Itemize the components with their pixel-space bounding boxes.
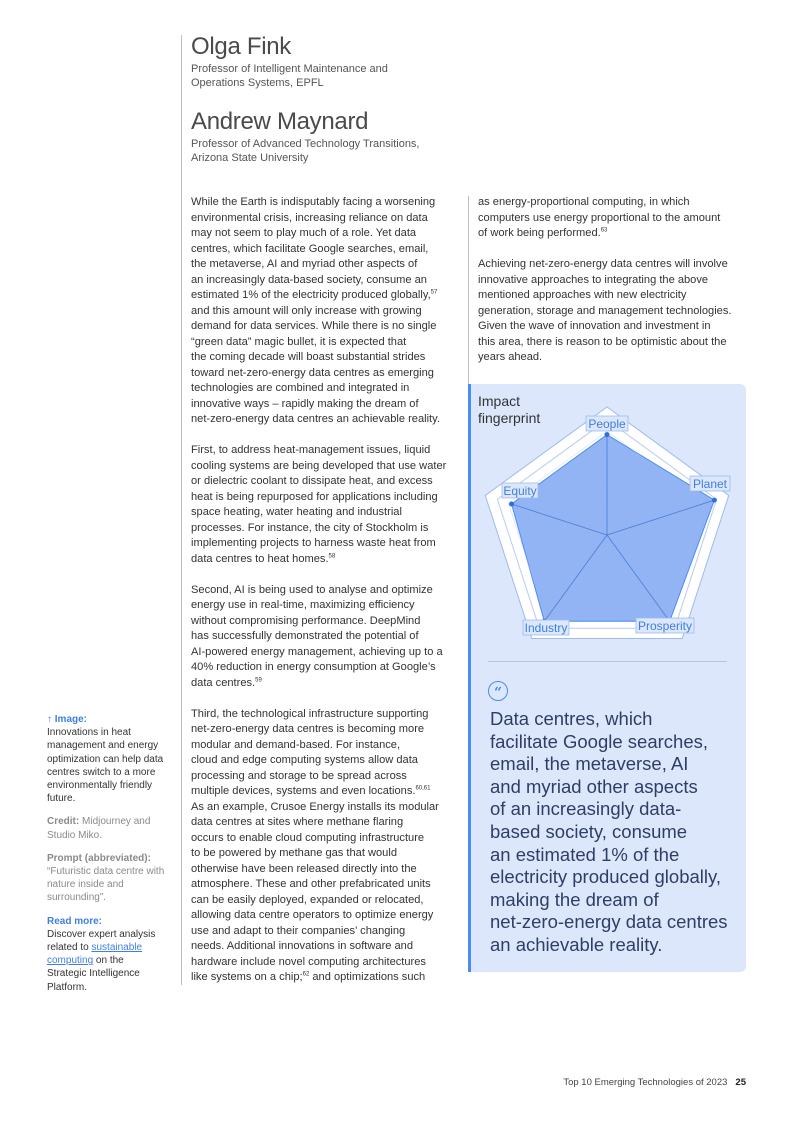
read-more: Read more: Discover expert analysis related to sustainable computing on the Strategic Intelligence Platform. xyxy=(47,915,156,993)
body-left-column xyxy=(191,195,466,1001)
impact-panel xyxy=(468,384,746,972)
radar-label-equity: Equity xyxy=(503,484,537,498)
author-role: Professor of Advanced Technology Transitions, Arizona State University xyxy=(191,138,420,164)
radar-label-planet: Planet xyxy=(692,477,728,491)
radar-label-people: People xyxy=(588,417,626,431)
author-name: Andrew Maynard xyxy=(191,108,369,135)
author-rule xyxy=(181,35,182,985)
radar-point-equity xyxy=(509,501,514,506)
column-rule xyxy=(468,196,469,386)
prompt: Prompt (abbreviated): “Futuristic data centre with nature inside and surrounding”. xyxy=(47,852,165,904)
image-label: ↑ Image: xyxy=(47,714,88,725)
sustainable-computing-link[interactable]: sustainable computing xyxy=(47,942,143,967)
radar-label-industry: Industry xyxy=(524,621,568,635)
radar-point-planet xyxy=(712,498,717,503)
radar-point-people xyxy=(605,432,610,437)
paragraph-1: While the Earth is indisputably facing a worsening environmental crisis, increasing reliance on data may not seem to play much of a role. Yet data centres, which facilitate Google searches, email, the metaverse, AI and myriad other aspects of an increasingly data-based society, consume an estimated 1% of the electricity produced globally,$^{57}$ and this amount will only increase with growing demand for data services. While there is no single “green data” magic bullet, it is expected that the coming decade will boast substantial strides toward net-zero-energy data centres as emerging technologies are combined and integrated in innovative ways – rapidly making the dream of net-zero-energy data centres an achievable reality. xyxy=(191,196,440,425)
author-1 xyxy=(191,34,388,90)
paragraph-3: Second, AI is being used to analyse and optimize energy use in real-time, maximizing efficiency without compromising performance. DeepMind has successfully demonstrated the potential of AI-powered energy management, achieving up to a 40% reduction in energy consumption at Google’s data centres.$^{59}$ xyxy=(191,583,443,689)
report-title: Top 10 Emerging Technologies of 2023 xyxy=(563,1077,728,1088)
panel-divider xyxy=(488,661,727,662)
body-right-column xyxy=(478,195,753,381)
paragraph-4: Third, the technological infrastructure supporting net-zero-energy data centres is becoming more modular and demand-based. For instance, cloud and edge computing systems allow data processing and storage to be spread across multiple devices, systems and even locations.$^{60,61}$ As an example, Crusoe Energy installs its modular data centres at sites where methane flaring occurs to enable cloud computing infrastructure to be powered by methane gas that would otherwise have been released directly into the atmosphere. These and other prefabricated units can be easily deployed, expanded or relocated, allowing data centre operators to optimize energy use and adapt to their companies’ changing needs. Additional innovations in software and hardware include novel computing architectures like systems on a chip;$^{62}$ and optimizations such xyxy=(191,707,439,983)
quote-icon: “ xyxy=(488,681,508,701)
impact-title: Impact fingerprint xyxy=(478,393,541,426)
impact-fingerprint-chart xyxy=(468,384,746,654)
author-2 xyxy=(191,109,420,165)
image-description: Innovations in heat management and energy optimization can help data centres switch to a more environmentally friendly future. xyxy=(47,727,164,805)
author-role: Professor of Intelligent Maintenance and Operations Systems, EPFL xyxy=(191,63,388,89)
image-caption xyxy=(47,713,165,805)
credit: Credit: Midjourney and Studio Miko. xyxy=(47,816,151,841)
radar-label-prosperity: Prosperity xyxy=(637,619,693,633)
page-number: 25 xyxy=(735,1077,746,1088)
author-name: Olga Fink xyxy=(191,33,292,60)
paragraph-2: First, to address heat-management issues, liquid cooling systems are being developed that use water or dielectric coolant to dissipate heat, and excess heat is being repurposed for applications including space heating, water heating and industrial processes. For instance, the city of Stockholm is implementing projects to harness waste heat from data centres to heat homes.$^{58}$ xyxy=(191,444,447,565)
paragraph-6: Achieving net-zero-energy data centres will involve innovative approaches to integrating the above mentioned approaches with new electricity generation, storage and management technologies. Given the wave of innovation and investment in this area, there is reason to be optimistic about the years ahead. xyxy=(478,258,732,363)
pull-quote: Data centres, which facilitate Google searches, email, the metaverse, AI and myriad other aspects of an increasingly data- based society, consume an estimated 1% of the electricity produced globally, making the dream of net-zero-energy data centres an achievable reality. xyxy=(490,708,728,955)
page-footer xyxy=(563,1077,746,1088)
paragraph-5: as energy-proportional computing, in which computers use energy proportional to the amount of work being performed.$^{63}$ xyxy=(478,196,721,239)
image-caption-sidebar xyxy=(47,713,165,1004)
